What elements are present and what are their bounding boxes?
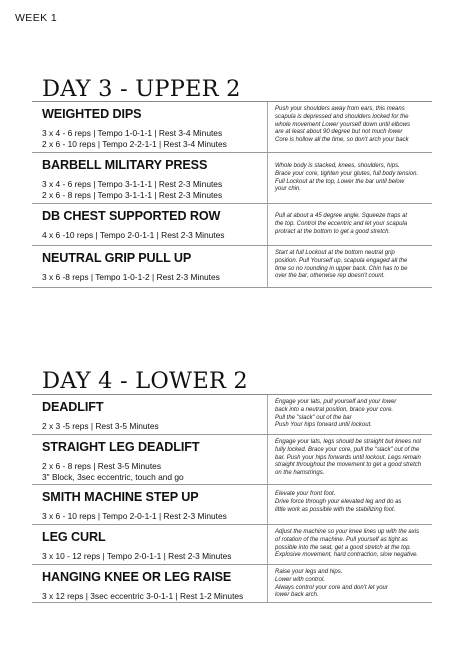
- note-line: Explosive movement, hard contraction, slow negative.: [275, 552, 419, 559]
- column-divider: [267, 153, 268, 203]
- exercise-prescription: [42, 421, 264, 432]
- day-3-title: DAY 3 - UPPER 2: [42, 76, 241, 102]
- note-line: Adjust the machine so your knee lines up with the axis: [275, 529, 420, 535]
- note-line: Raise your legs and hips.: [275, 569, 343, 575]
- note-line: on the hamstrings.: [275, 470, 325, 477]
- exercise-name: NEUTRAL GRIP PULL UP: [42, 251, 192, 265]
- exercise-row: [32, 204, 432, 246]
- column-divider: [267, 246, 268, 287]
- note-line: possible into the seat, get a good stretch at the top.: [275, 544, 412, 551]
- column-divider: [267, 204, 268, 245]
- note-line: Pull at about a 45 degree angle. Squeeze traps at: [275, 213, 408, 219]
- exercise-name: SMITH MACHINE STEP UP: [42, 490, 199, 504]
- exercise-row: [32, 102, 432, 153]
- exercise-row: [32, 565, 432, 603]
- note-line: Pull the "slack" out of the bar: [275, 414, 352, 421]
- column-divider: [267, 395, 268, 434]
- exercise-notes: [275, 439, 432, 478]
- note-line: Engage your lats, pull yourself and your lower: [275, 399, 397, 405]
- exercise-notes: [275, 569, 432, 600]
- prescription-line: 3 x 4 - 6 reps | Tempo 3-1-1-1 | Rest 2-3 Minutes: [42, 179, 223, 189]
- exercise-row: [32, 153, 432, 204]
- exercise-name: BARBELL MILITARY PRESS: [42, 158, 208, 172]
- exercise-name: DB CHEST SUPPORTED ROW: [42, 209, 221, 223]
- note-line: Elevate your front foot.: [275, 491, 336, 497]
- column-divider: [267, 435, 268, 484]
- note-line: Lower with control.: [275, 576, 326, 583]
- exercise-prescription: [42, 511, 264, 522]
- note-line: Push Your hips forward until lockout.: [275, 422, 372, 429]
- day-3-exercise-table: [32, 101, 432, 288]
- note-line: of rotation of the machine. Pull yourself as tight as: [275, 536, 408, 543]
- note-line: Engage your lats, legs should be straight but knees not: [275, 439, 422, 445]
- note-line: Push your shoulders away from ears, this means: [275, 106, 405, 112]
- exercise-notes: [275, 529, 432, 560]
- prescription-line: 2 x 6 - 8 reps | Tempo 3-1-1-1 | Rest 2-3 Minutes: [42, 189, 223, 200]
- column-divider: [267, 565, 268, 602]
- exercise-prescription: [42, 179, 264, 200]
- note-line: time so no rounding in upper back. Chin has to be: [275, 265, 408, 272]
- exercise-row: [32, 395, 432, 435]
- exercise-notes: [275, 399, 432, 430]
- prescription-line: 4 x 6 -10 reps | Tempo 2-0-1-1 | Rest 2-3 Minutes: [42, 230, 225, 240]
- exercise-prescription: [42, 461, 264, 482]
- exercise-name: WEIGHTED DIPS: [42, 107, 142, 121]
- column-divider: [267, 102, 268, 152]
- note-line: scapula is depressed and shoulders locked for the: [275, 113, 409, 120]
- exercise-prescription: [42, 230, 264, 241]
- note-line: the top. Control the eccentric and let your scapula: [275, 220, 408, 227]
- note-line: Start at full Lockout at the bottom neutral grip: [275, 250, 395, 256]
- prescription-line: 3" Block, 3sec eccentric, touch and go: [42, 471, 184, 482]
- exercise-name: HANGING KNEE OR LEG RAISE: [42, 570, 232, 584]
- column-divider: [267, 485, 268, 524]
- day-4-title: DAY 4 - LOWER 2: [42, 368, 248, 394]
- note-line: Brace your core, tighten your glutes, full body tension.: [275, 170, 419, 177]
- prescription-line: 3 x 6 - 10 reps | Tempo 2-0-1-1 | Rest 2-3 Minutes: [42, 511, 227, 521]
- exercise-notes: [275, 491, 432, 514]
- note-line: are at least about 90 degree but not much lower: [275, 129, 403, 136]
- day-4-exercise-table: [32, 394, 432, 603]
- exercise-name: STRAIGHT LEG DEADLIFT: [42, 440, 200, 454]
- note-line: Full Lockout at the top, Lower the bar until below: [275, 178, 405, 185]
- note-line: lower back arch.: [275, 592, 319, 599]
- exercise-notes: [275, 213, 432, 236]
- exercise-notes: [275, 106, 432, 145]
- note-line: bar. Push your hips forwards until lockout. Legs remain: [275, 454, 421, 461]
- note-line: Always control your core and don't let your: [275, 584, 388, 591]
- note-line: fully locked. Brace your core, pull the "slack" out of the: [275, 446, 420, 453]
- prescription-line: 2 x 6 - 8 reps | Rest 3-5 Minutes: [42, 461, 162, 471]
- note-line: position. Pull Yourself up, scapula engaged all the: [275, 257, 408, 264]
- note-line: Whole body is stacked, knees, shoulders, hips.: [275, 163, 400, 169]
- note-line: Core is hollow all the time, so don't arch your back: [275, 137, 409, 144]
- prescription-line: 3 x 6 -8 reps | Tempo 1-0-1-2 | Rest 2-3 Minutes: [42, 272, 220, 282]
- week-label: WEEK 1: [15, 12, 58, 24]
- prescription-line: 2 x 3 -5 reps | Rest 3-5 Minutes: [42, 421, 159, 431]
- note-line: back into a neutral position, brace your core.: [275, 406, 394, 413]
- prescription-line: 3 x 4 - 6 reps | Tempo 1-0-1-1 | Rest 3-4 Minutes: [42, 128, 223, 138]
- exercise-prescription: [42, 591, 264, 602]
- exercise-row: [32, 435, 432, 485]
- prescription-line: 3 x 12 reps | 3sec eccentric 3-0-1-1 | Rest 1-2 Minutes: [42, 591, 244, 601]
- exercise-notes: [275, 250, 432, 281]
- prescription-line: 3 x 10 - 12 reps | Tempo 2-0-1-1 | Rest 2-3 Minutes: [42, 551, 232, 561]
- note-line: over the bar, otherwise rep doesn't count.: [275, 273, 385, 280]
- exercise-prescription: [42, 551, 264, 562]
- exercise-name: DEADLIFT: [42, 400, 104, 414]
- prescription-line: 2 x 6 - 10 reps | Tempo 2-2-1-1 | Rest 3-4 Minutes: [42, 138, 227, 149]
- exercise-prescription: [42, 128, 264, 149]
- exercise-row: [32, 525, 432, 565]
- note-line: your chin.: [275, 186, 302, 193]
- exercise-notes: [275, 163, 432, 194]
- exercise-prescription: [42, 272, 264, 283]
- exercise-row: [32, 485, 432, 525]
- note-line: Drive force through your elevated leg and do as: [275, 498, 402, 505]
- note-line: little work as possible with the stabilizing foot.: [275, 506, 396, 513]
- exercise-row: [32, 246, 432, 288]
- note-line: whole movement Lower yourself down until elbows: [275, 121, 411, 128]
- note-line: straight throughout the movement to get a good stretch: [275, 462, 422, 469]
- column-divider: [267, 525, 268, 564]
- exercise-name: LEG CURL: [42, 530, 106, 544]
- note-line: protract at the bottom to get a good stretch.: [275, 228, 391, 235]
